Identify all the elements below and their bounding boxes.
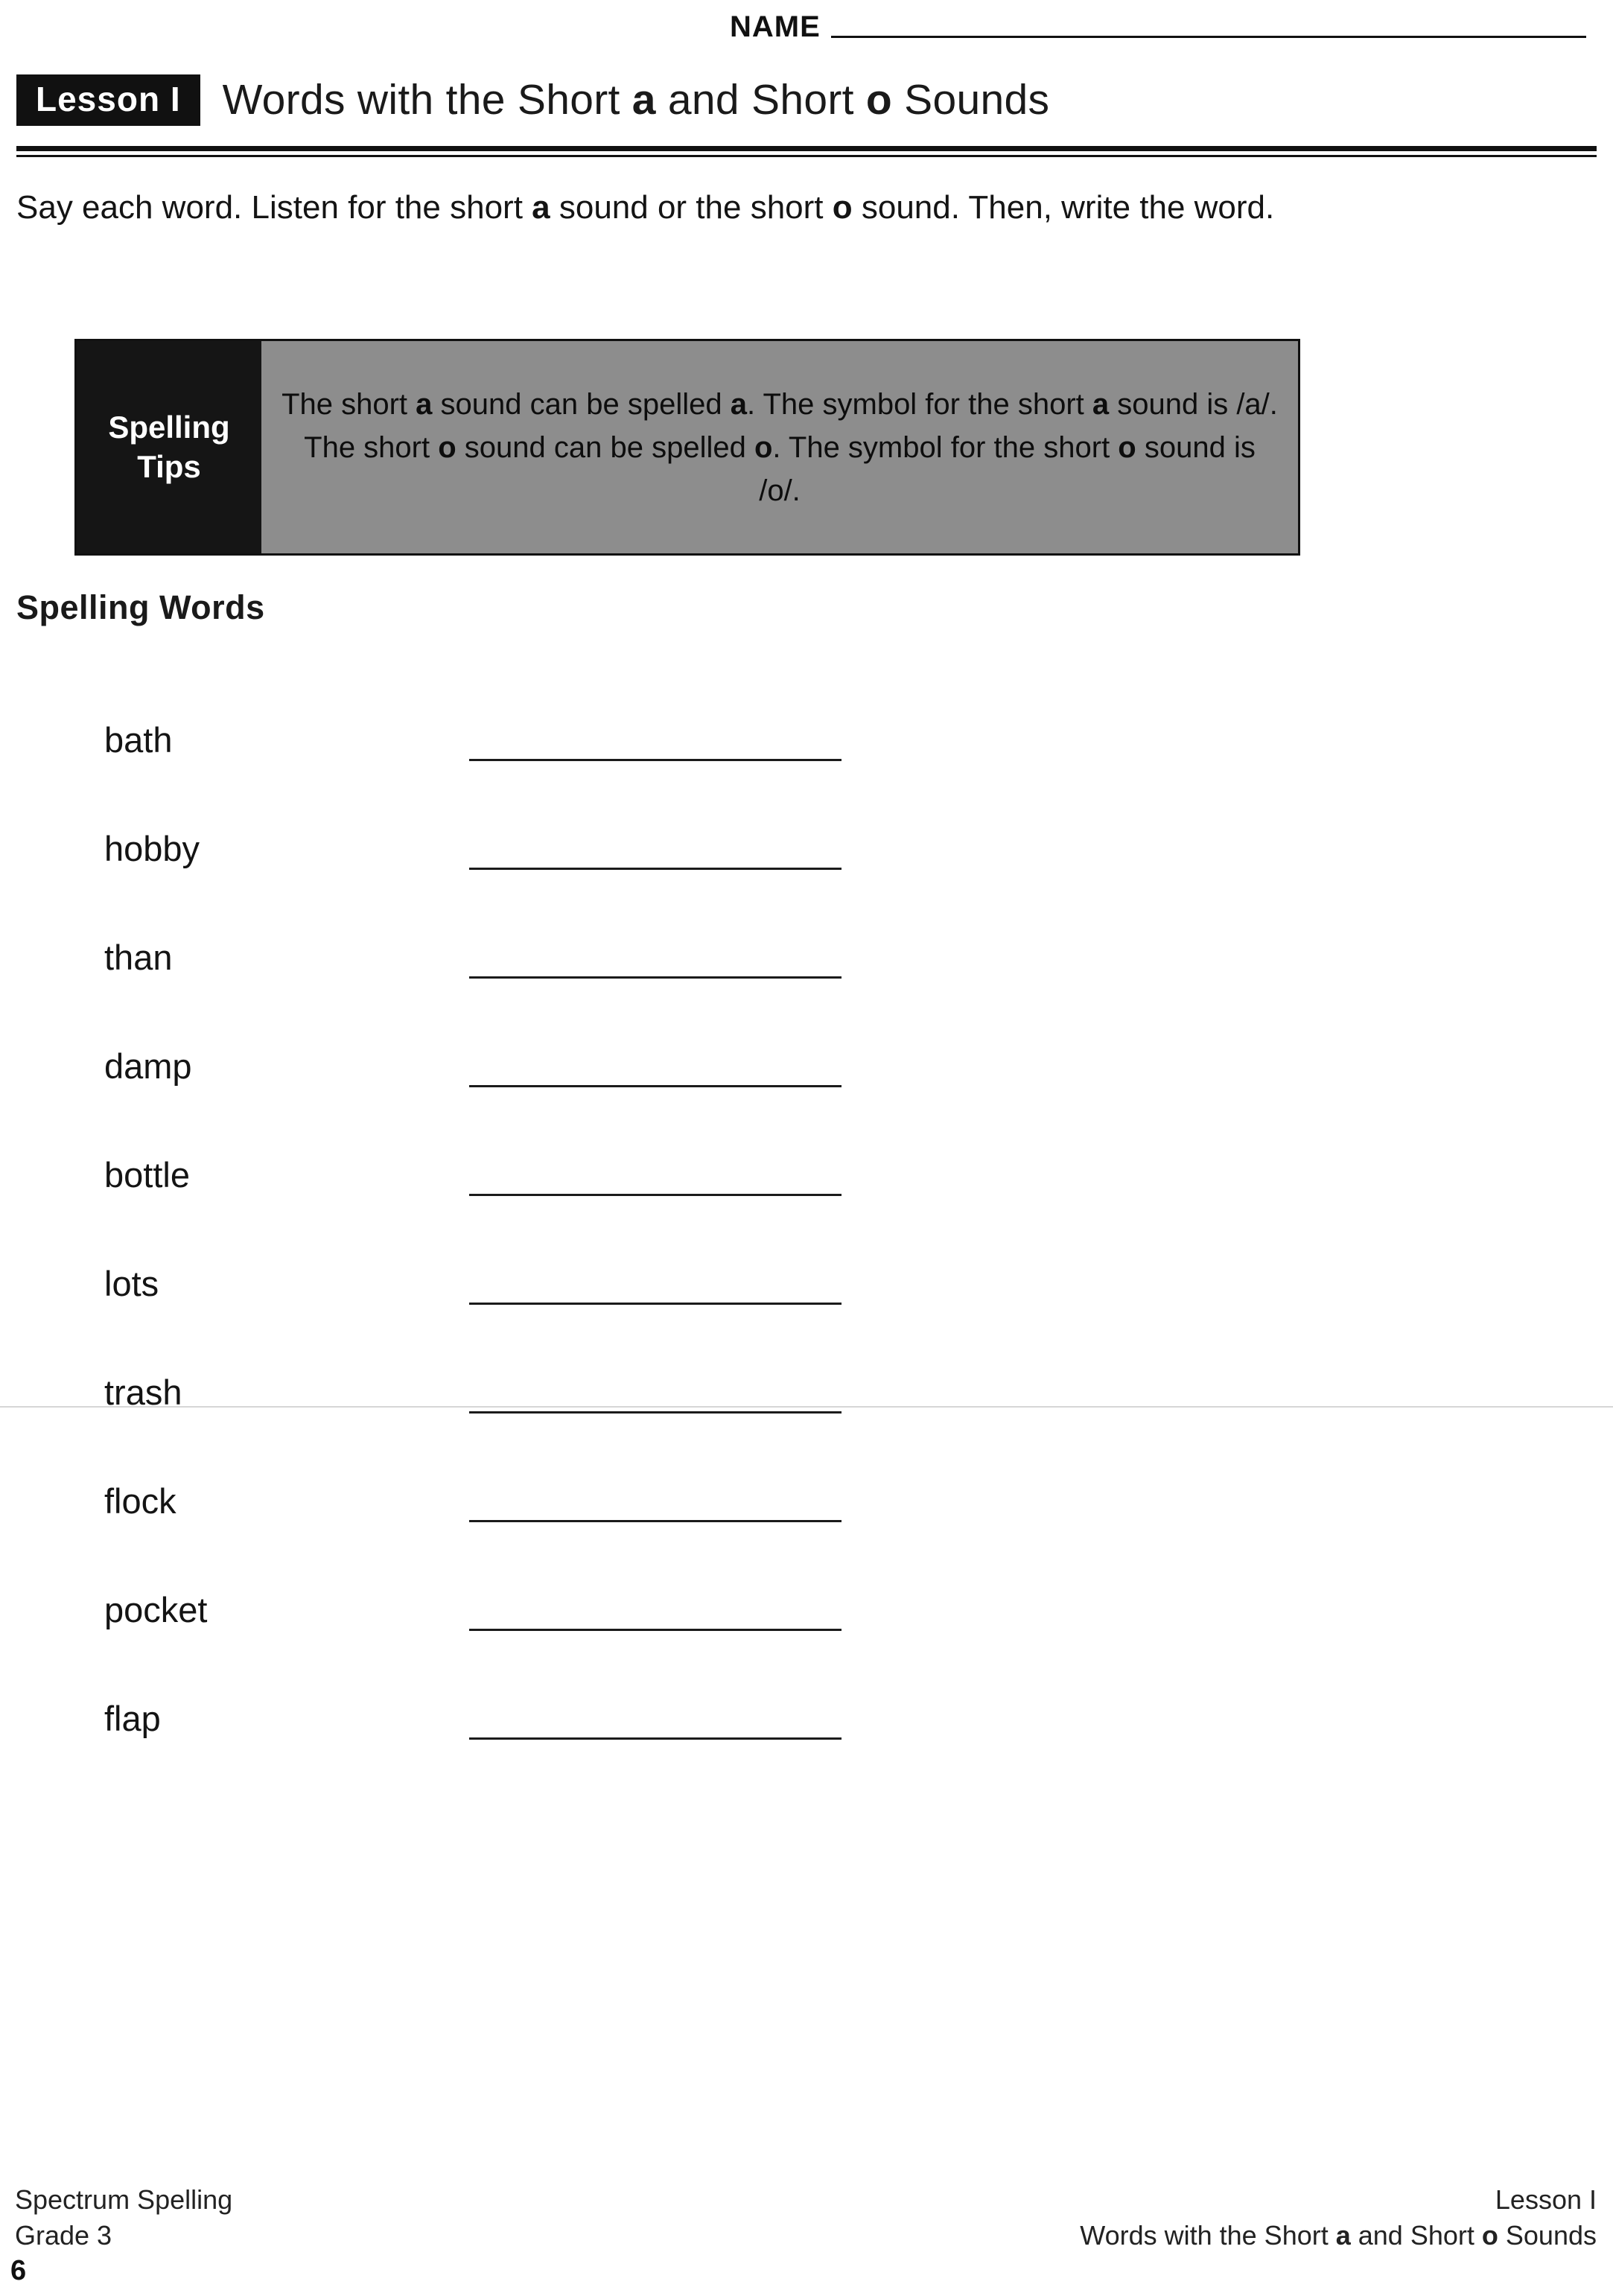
tips-bold-6: o bbox=[1118, 430, 1136, 464]
footer-lesson-title-bold-a: a bbox=[1335, 2220, 1351, 2251]
name-write-line[interactable] bbox=[831, 36, 1586, 38]
page-title-bold-a: a bbox=[631, 76, 656, 124]
list-item bbox=[104, 1664, 923, 1772]
page-title bbox=[223, 75, 1050, 124]
spelling-word: trash bbox=[104, 1372, 182, 1412]
write-word-blank[interactable] bbox=[469, 719, 842, 761]
spelling-words-list bbox=[104, 685, 923, 1772]
spelling-word: pocket bbox=[104, 1589, 208, 1629]
tips-text-4: sound is /a/. The short bbox=[304, 387, 1278, 464]
instructions-part2: sound or the short bbox=[550, 189, 833, 226]
lesson-title-band bbox=[16, 66, 1597, 134]
footer-lesson-title-bold-o: o bbox=[1481, 2220, 1498, 2251]
write-word-blank[interactable] bbox=[469, 1480, 842, 1522]
spelling-word: damp bbox=[104, 1046, 192, 1086]
list-item bbox=[104, 1446, 923, 1555]
tips-bold-3: a bbox=[1092, 387, 1110, 421]
write-word-blank[interactable] bbox=[469, 1045, 842, 1087]
list-item bbox=[104, 1229, 923, 1338]
tips-text-5: sound can be spelled bbox=[456, 430, 754, 464]
spelling-word: bottle bbox=[104, 1154, 190, 1195]
tips-bold-2: a bbox=[730, 387, 747, 421]
spelling-tips-text bbox=[261, 341, 1298, 553]
footer-right bbox=[1080, 2182, 1597, 2254]
tips-text-1: The short bbox=[281, 387, 416, 421]
lesson-number-badge: Lesson I bbox=[16, 74, 200, 126]
spelling-word: hobby bbox=[104, 828, 200, 868]
instructions-part3: sound. Then, write the word. bbox=[852, 189, 1275, 226]
page-number: 6 bbox=[10, 2255, 27, 2286]
instructions-bold-o: o bbox=[832, 189, 853, 226]
spelling-tips-box bbox=[74, 339, 1300, 556]
spelling-tips-label-line1: Spelling bbox=[108, 410, 230, 445]
page-title-bold-o: o bbox=[865, 76, 893, 124]
scan-crease-line bbox=[0, 1406, 1613, 1408]
write-word-blank[interactable] bbox=[469, 1154, 842, 1196]
list-item bbox=[104, 1338, 923, 1446]
spelling-words-heading: Spelling Words bbox=[16, 588, 265, 626]
footer-lesson: Lesson I bbox=[1495, 2184, 1597, 2215]
spelling-word: flap bbox=[104, 1698, 161, 1738]
spelling-tips-label bbox=[77, 341, 261, 553]
name-label: NAME bbox=[730, 10, 821, 43]
name-field-row bbox=[730, 10, 1586, 44]
write-word-blank[interactable] bbox=[469, 827, 842, 870]
list-item bbox=[104, 1555, 923, 1664]
write-word-blank[interactable] bbox=[469, 1589, 842, 1631]
footer-lesson-title-suffix: Sounds bbox=[1498, 2220, 1597, 2251]
page-title-suffix: Sounds bbox=[892, 76, 1050, 124]
footer-lesson-title bbox=[1080, 2218, 1597, 2254]
list-item bbox=[104, 903, 923, 1011]
list-item bbox=[104, 1120, 923, 1229]
instructions-bold-a: a bbox=[532, 189, 550, 226]
footer-lesson-title-middle: and Short bbox=[1350, 2220, 1482, 2251]
tips-text-6: . The symbol for the short bbox=[772, 430, 1119, 464]
list-item bbox=[104, 685, 923, 794]
tips-bold-5: o bbox=[754, 430, 773, 464]
title-divider bbox=[16, 146, 1597, 157]
tips-text-3: . The symbol for the short bbox=[746, 387, 1092, 421]
spelling-word: than bbox=[104, 937, 173, 977]
footer-book-title: Spectrum Spelling bbox=[15, 2184, 233, 2215]
list-item bbox=[104, 794, 923, 903]
title-divider-thick bbox=[16, 146, 1597, 151]
tips-bold-1: a bbox=[416, 387, 433, 421]
page-title-prefix: Words with the Short bbox=[222, 76, 632, 124]
page-title-middle: and Short bbox=[655, 76, 866, 124]
footer-left bbox=[15, 2182, 232, 2254]
instructions-part1: Say each word. Listen for the short bbox=[16, 189, 532, 226]
footer-grade: Grade 3 bbox=[15, 2220, 112, 2251]
spelling-tips-label-line2: Tips bbox=[137, 448, 201, 484]
tips-text-2: sound can be spelled bbox=[432, 387, 731, 421]
spelling-word: lots bbox=[104, 1263, 159, 1303]
list-item bbox=[104, 1011, 923, 1120]
footer-lesson-title-prefix: Words with the Short bbox=[1080, 2220, 1336, 2251]
instructions-text bbox=[16, 186, 1320, 229]
spelling-word: bath bbox=[104, 719, 173, 760]
spelling-word: flock bbox=[104, 1481, 176, 1521]
write-word-blank[interactable] bbox=[469, 936, 842, 979]
tips-text-7: sound is /o/. bbox=[759, 430, 1256, 507]
write-word-blank[interactable] bbox=[469, 1262, 842, 1305]
tips-bold-4: o bbox=[438, 430, 456, 464]
title-divider-thin bbox=[16, 155, 1597, 157]
write-word-blank[interactable] bbox=[469, 1697, 842, 1740]
